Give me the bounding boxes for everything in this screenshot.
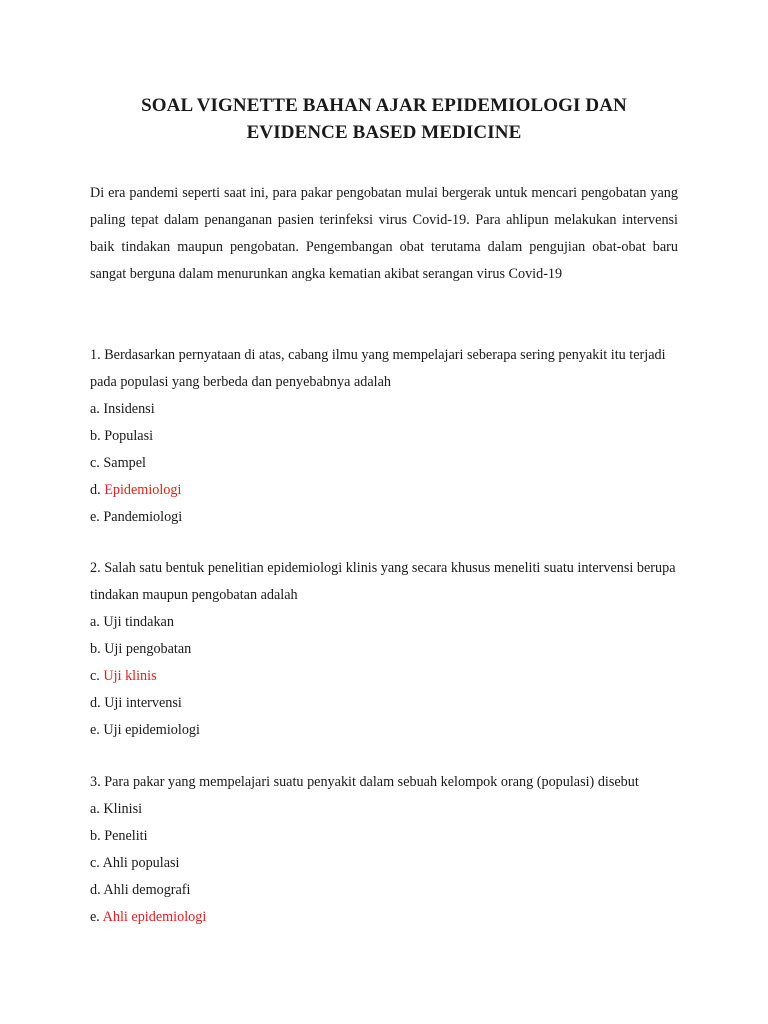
- option-b: b. Uji pengobatan: [90, 641, 192, 657]
- option-a: a. Uji tindakan: [90, 614, 174, 630]
- option-c: c. Ahli populasi: [90, 855, 180, 871]
- option-e: e. Pandemiologi: [90, 509, 183, 525]
- question-3: [90, 769, 690, 931]
- question-stem: 2. Salah satu bentuk penelitian epidemiologi klinis yang secara khusus meneliti suatu intervensi berupa tindakan maupun pengobatan adalah: [90, 560, 676, 603]
- question-stem: 3. Para pakar yang mempelajari suatu penyakit dalam sebuah kelompok orang (populasi) disebut: [90, 774, 639, 790]
- option-e-correct-answer: e. Ahli epidemiologi: [90, 909, 207, 925]
- option-b: b. Populasi: [90, 428, 154, 444]
- question-2: [90, 555, 690, 744]
- option-c-correct-answer: c. Uji klinis: [90, 668, 157, 684]
- option-e: e. Uji epidemiologi: [90, 722, 200, 738]
- title-line-1: SOAL VIGNETTE BAHAN AJAR EPIDEMIOLOGI DAN: [141, 95, 627, 116]
- option-d: d. Ahli demografi: [90, 882, 191, 898]
- intro-paragraph: Di era pandemi seperti saat ini, para pakar pengobatan mulai bergerak untuk mencari pengobatan yang paling tepat dalam penanganan pasien terinfeksi virus Covid-19. Para ahlipun melakukan intervensi baik tindakan maupun pengobatan. Pengembangan obat terutama dalam pengujian obat-obat baru sangat berguna dalam menurunkan angka kematian akibat serangan virus Covid-19: [90, 185, 678, 282]
- option-d: d. Uji intervensi: [90, 695, 182, 711]
- option-a: a. Insidensi: [90, 401, 155, 417]
- question-stem: 1. Berdasarkan pernyataan di atas, cabang ilmu yang mempelajari seberapa sering penyakit itu terjadi pada populasi yang berbeda dan penyebabnya adalah: [90, 347, 666, 390]
- title-line-2: EVIDENCE BASED MEDICINE: [246, 122, 522, 143]
- option-c: c. Sampel: [90, 455, 146, 471]
- option-a: a. Klinisi: [90, 801, 143, 817]
- question-1: [90, 342, 690, 531]
- option-b: b. Peneliti: [90, 828, 148, 844]
- document-title: [60, 92, 708, 146]
- option-d-correct-answer: d. Epidemiologi: [90, 482, 182, 498]
